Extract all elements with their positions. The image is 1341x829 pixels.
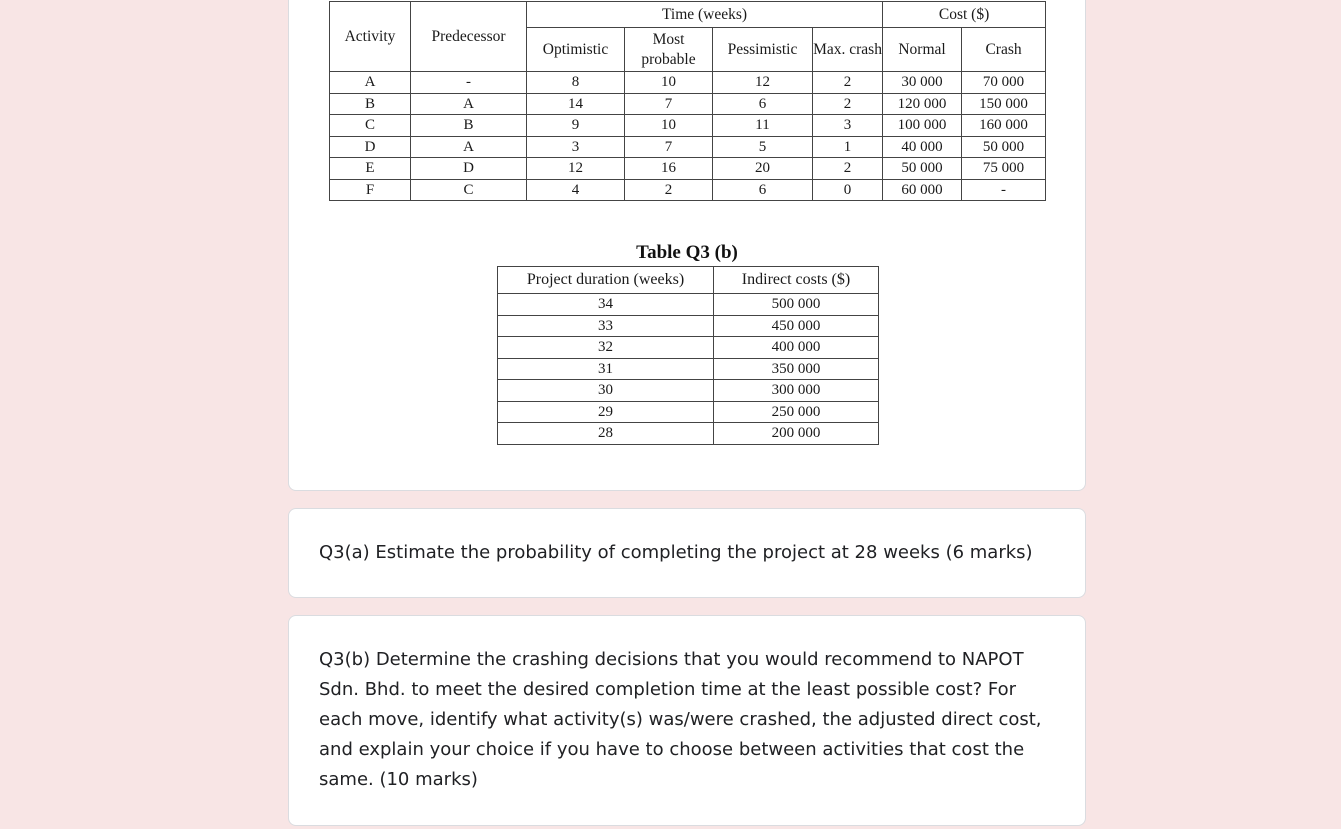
table-row: [330, 179, 1046, 201]
cell-normal: 100 000: [883, 115, 962, 137]
cell-crash: -: [962, 179, 1046, 201]
cell-crash: 75 000: [962, 158, 1046, 180]
table-caption: Table Q3 (b): [636, 242, 738, 263]
cell-indirect: 300 000: [714, 380, 879, 402]
cell-activity: D: [330, 136, 411, 158]
cell-duration: 33: [498, 315, 714, 337]
table-row: [498, 423, 879, 445]
cell-pessimistic: 12: [713, 72, 813, 94]
header-time-group: Time (weeks): [527, 2, 883, 28]
cell-most-probable: 16: [625, 158, 713, 180]
question-q3a-text: Q3(a) Estimate the probability of completing the project at 28 weeks (6 marks): [319, 542, 1033, 563]
question-q3b-card: [288, 615, 1086, 826]
header-indirect-costs: Indirect costs ($): [714, 267, 879, 294]
header-duration: Project duration (weeks): [498, 267, 714, 294]
cell-optimistic: 14: [527, 93, 625, 115]
activity-table: [329, 1, 1046, 201]
table-row: [498, 401, 879, 423]
cell-max-crash: 0: [813, 179, 883, 201]
table-row: [330, 158, 1046, 180]
cell-most-probable: 7: [625, 93, 713, 115]
cell-max-crash: 2: [813, 93, 883, 115]
header-normal: Normal: [883, 28, 962, 72]
cell-activity: B: [330, 93, 411, 115]
header-max-crash: Max. crash: [813, 28, 883, 72]
table-row: [498, 337, 879, 359]
cell-optimistic: 12: [527, 158, 625, 180]
cell-optimistic: 8: [527, 72, 625, 94]
header-pessimistic: Pessimistic: [713, 28, 813, 72]
cell-optimistic: 3: [527, 136, 625, 158]
cell-normal: 120 000: [883, 93, 962, 115]
table-row: [498, 294, 879, 316]
cell-activity: F: [330, 179, 411, 201]
question-q3a-card: [288, 508, 1086, 598]
cell-duration: 28: [498, 423, 714, 445]
cell-duration: 34: [498, 294, 714, 316]
table-row: [330, 115, 1046, 137]
header-optimistic: Optimistic: [527, 28, 625, 72]
cell-max-crash: 3: [813, 115, 883, 137]
cell-crash: 150 000: [962, 93, 1046, 115]
cell-activity: E: [330, 158, 411, 180]
cell-most-probable: 10: [625, 72, 713, 94]
cell-crash: 50 000: [962, 136, 1046, 158]
cell-most-probable: 10: [625, 115, 713, 137]
cell-predecessor: -: [411, 72, 527, 94]
cell-indirect: 400 000: [714, 337, 879, 359]
cell-optimistic: 4: [527, 179, 625, 201]
cell-normal: 50 000: [883, 158, 962, 180]
header-activity: Activity: [330, 2, 411, 72]
cell-duration: 31: [498, 358, 714, 380]
cell-pessimistic: 5: [713, 136, 813, 158]
table-row: [330, 72, 1046, 94]
cell-predecessor: A: [411, 93, 527, 115]
cell-most-probable: 2: [625, 179, 713, 201]
cell-activity: A: [330, 72, 411, 94]
cell-predecessor: A: [411, 136, 527, 158]
cell-activity: C: [330, 115, 411, 137]
cell-predecessor: D: [411, 158, 527, 180]
table-row: [498, 380, 879, 402]
cell-predecessor: B: [411, 115, 527, 137]
question-image-card: [288, 0, 1086, 491]
table-row: [498, 358, 879, 380]
table-row: [498, 315, 879, 337]
cell-pessimistic: 20: [713, 158, 813, 180]
cell-indirect: 250 000: [714, 401, 879, 423]
cell-normal: 40 000: [883, 136, 962, 158]
header-predecessor: Predecessor: [411, 2, 527, 72]
cell-duration: 30: [498, 380, 714, 402]
cell-max-crash: 2: [813, 158, 883, 180]
cell-normal: 60 000: [883, 179, 962, 201]
header-most-probable: Most probable: [625, 28, 713, 72]
table-row: [330, 136, 1046, 158]
cell-max-crash: 2: [813, 72, 883, 94]
cell-predecessor: C: [411, 179, 527, 201]
cell-pessimistic: 11: [713, 115, 813, 137]
header-crash: Crash: [962, 28, 1046, 72]
cell-indirect: 450 000: [714, 315, 879, 337]
cell-normal: 30 000: [883, 72, 962, 94]
cell-indirect: 500 000: [714, 294, 879, 316]
indirect-cost-table: [497, 266, 879, 445]
cell-pessimistic: 6: [713, 179, 813, 201]
cell-duration: 29: [498, 401, 714, 423]
cell-indirect: 200 000: [714, 423, 879, 445]
cell-pessimistic: 6: [713, 93, 813, 115]
cell-most-probable: 7: [625, 136, 713, 158]
cell-optimistic: 9: [527, 115, 625, 137]
cell-crash: 160 000: [962, 115, 1046, 137]
cell-max-crash: 1: [813, 136, 883, 158]
header-cost-group: Cost ($): [883, 2, 1046, 28]
cell-indirect: 350 000: [714, 358, 879, 380]
cell-duration: 32: [498, 337, 714, 359]
question-q3b-text: Q3(b) Determine the crashing decisions that you would recommend to NAPOT Sdn. Bhd. to meet the desired completion time at the least possible cost? For each move, identify what activity(s) was/were crashed, the adjusted direct cost, and explain your choice if you have to choose between activities that cost the same. (10 marks): [319, 649, 1042, 790]
cell-crash: 70 000: [962, 72, 1046, 94]
table-row: [330, 93, 1046, 115]
